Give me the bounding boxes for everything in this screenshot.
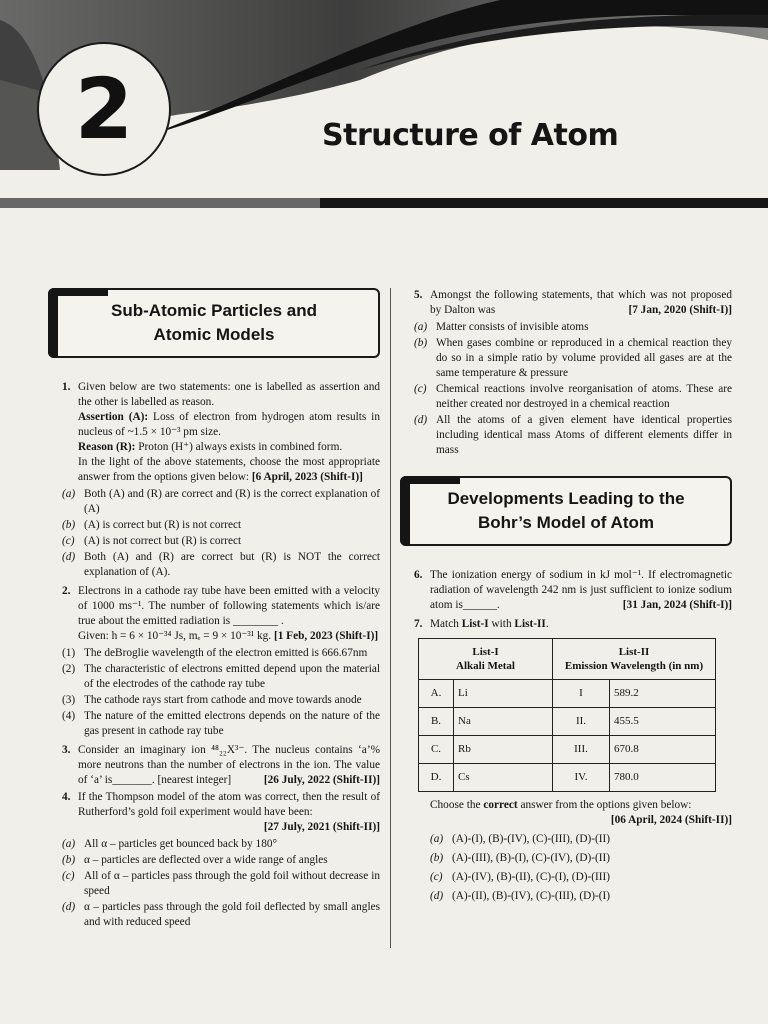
question-text: Consider an imaginary ion ⁴⁸₂₂X³⁻. The nucleus contains ‘a’% more neutrons than the number of electrons in the ion. The value of ‘a’ is_______. [nearest integer] <box>78 744 380 786</box>
question-number: 7. <box>414 618 423 630</box>
table-cell: III. <box>553 736 610 764</box>
question-number: 6. <box>414 569 423 581</box>
exam-reference: [27 July, 2021 (Shift-II)] <box>263 821 380 833</box>
exam-reference: [1 Feb, 2023 (Shift-I)] <box>273 630 379 642</box>
question-number: 3. <box>62 744 71 756</box>
chapter-number: 2 <box>74 60 134 158</box>
statement: (4) The nature of the emitted electrons depends on the nature of the gas present in cathode ray tube <box>62 710 380 737</box>
exam-reference: [6 April, 2023 (Shift-I)] <box>251 471 363 483</box>
section-title-line: Atomic Models <box>153 325 275 344</box>
statement: (3) The cathode rays start from cathode and move towards anode <box>62 694 362 706</box>
option[interactable]: (b) α – particles are deflected over a wide range of angles <box>62 854 328 866</box>
question-text: Match List-I with List-II. <box>430 618 549 630</box>
question-text: The ionization energy of sodium in kJ mol⁻¹. If electromagnetic radiation of wavelength 242 nm is just sufficient to ionize sodium atom is______. <box>430 569 732 611</box>
q2-statements <box>62 646 380 739</box>
option[interactable]: (a) Matter consists of invisible atoms <box>414 321 589 333</box>
question-intro: Given below are two statements: one is labelled as assertion and the other is labelled as reason. <box>78 381 380 408</box>
reason <box>78 440 380 455</box>
statement: (2) The characteristic of electrons emitted depend upon the material of the electrodes of the cathode ray tube <box>62 663 380 690</box>
question-text: If the Thompson model of the atom was correct, then the result of Rutherford’s gold foil experiment would have been: <box>78 791 380 818</box>
table-cell: B. <box>419 708 454 736</box>
question-number: 1. <box>62 381 71 393</box>
assertion <box>78 410 380 440</box>
table-cell: IV. <box>553 764 610 792</box>
table-cell: 670.8 <box>610 736 716 764</box>
reason-text: Proton (H⁺) always exists in combined form. <box>135 441 343 453</box>
exam-reference: [26 July, 2022 (Shift-II)] <box>263 774 380 786</box>
table-cell: C. <box>419 736 454 764</box>
question-prompt: In the light of the above statements, choose the most appropriate answer from the options given below: [6 April, 2023 (Shift-I)] <box>78 456 380 483</box>
table-header-row <box>419 639 716 680</box>
chapter-title: Structure of Atom <box>322 118 619 153</box>
table-cell: A. <box>419 680 454 708</box>
table-cell: 780.0 <box>610 764 716 792</box>
question-number: 4. <box>62 791 71 803</box>
question-3 <box>62 743 380 788</box>
table-cell: Cs <box>454 764 553 792</box>
question-4 <box>62 790 380 835</box>
exam-reference: [7 Jan, 2020 (Shift-I)] <box>628 304 732 316</box>
option[interactable]: (c) Chemical reactions involve reorganisation of atoms. These are neither created nor destroyed in a chemical reaction <box>414 383 732 410</box>
question-6 <box>414 568 732 613</box>
section-heading-bohr <box>400 476 732 546</box>
question-5 <box>414 288 732 318</box>
exam-reference: [31 Jan, 2024 (Shift-I)] <box>622 599 732 611</box>
table-row <box>419 736 716 764</box>
question-number: 2. <box>62 585 71 597</box>
option[interactable]: (a) (A)-(I), (B)-(IV), (C)-(III), (D)-(II) <box>430 833 611 845</box>
q4-options <box>62 837 380 930</box>
table-row <box>419 680 716 708</box>
table-row <box>419 764 716 792</box>
table-cell: Li <box>454 680 553 708</box>
option[interactable]: (c) All of α – particles pass through the gold foil without decrease in speed <box>62 870 380 897</box>
left-column <box>62 288 380 930</box>
option[interactable]: (d) (A)-(II), (B)-(IV), (C)-(III), (D)-(I) <box>430 890 611 902</box>
statement: (1) The deBroglie wavelength of the electron emitted is 666.67nm <box>62 647 368 659</box>
question-given: Given: h = 6 × 10⁻³⁴ Js, mₑ = 9 × 10⁻³¹ kg. [1 Feb, 2023 (Shift-I)] <box>78 630 379 642</box>
table-cell: Na <box>454 708 553 736</box>
section-title-line: Sub-Atomic Particles and <box>111 301 317 320</box>
table-cell: II. <box>553 708 610 736</box>
table-header-list1: List-I Alkali Metal <box>419 639 553 680</box>
option[interactable]: (a) All α – particles get bounced back by 180° <box>62 838 278 850</box>
reason-label: Reason (R): <box>78 441 136 453</box>
table-cell: Rb <box>454 736 553 764</box>
question-2 <box>62 584 380 644</box>
option[interactable]: (a) Both (A) and (R) are correct and (R) is the correct explanation of (A) <box>62 488 380 515</box>
assertion-text: Loss of electron from hydrogen atom results in nucleus of ~1.5 × 10⁻³ pm size. <box>78 411 380 438</box>
question-1 <box>62 380 380 485</box>
assertion-label: Assertion (A): <box>78 411 149 423</box>
column-divider <box>390 288 391 948</box>
option[interactable]: (d) All the atoms of a given element have identical properties including identical mass Atoms of different elements differ in mass <box>414 414 732 456</box>
table-cell: I <box>553 680 610 708</box>
question-number: 5. <box>414 289 423 301</box>
section-heading-subatomic <box>48 288 380 358</box>
question-text: Electrons in a cathode ray tube have been emitted with a velocity of 1000 ms⁻¹. The number of following statements which is/are true about the emitted radiation is ________ . <box>78 585 380 627</box>
section-title-line: Bohr’s Model of Atom <box>478 513 654 532</box>
exam-reference: [06 April, 2024 (Shift-II)] <box>610 814 732 826</box>
match-table <box>418 638 716 792</box>
table-header-list2: List-II Emission Wavelength (in nm) <box>553 639 716 680</box>
q1-options <box>62 487 380 580</box>
q7-prompt: Choose the correct answer from the options given below: [06 April, 2024 (Shift-II)] <box>430 799 732 826</box>
option[interactable]: (c) (A) is not correct but (R) is correct <box>62 535 242 547</box>
option[interactable]: (d) Both (A) and (R) are correct but (R) is NOT the correct explanation of (A). <box>62 551 380 578</box>
q7-options <box>414 832 732 904</box>
section-title-line: Developments Leading to the <box>447 489 685 508</box>
right-column <box>414 288 732 904</box>
option[interactable]: (d) α – particles pass through the gold foil deflected by small angles and with reduced speed <box>62 901 380 928</box>
option[interactable]: (b) When gases combine or reproduced in a chemical reaction they do so in a simple ratio by volume provided all gases are at the same temperature & pressure <box>414 337 732 379</box>
q5-options <box>414 320 732 458</box>
table-cell: 589.2 <box>610 680 716 708</box>
option[interactable]: (c) (A)-(IV), (B)-(II), (C)-(I), (D)-(III) <box>430 871 611 883</box>
table-cell: D. <box>419 764 454 792</box>
question-7 <box>414 617 732 632</box>
option[interactable]: (b) (A)-(III), (B)-(I), (C)-(IV), (D)-(II) <box>430 852 611 864</box>
table-row <box>419 708 716 736</box>
table-cell: 455.5 <box>610 708 716 736</box>
option[interactable]: (b) (A) is correct but (R) is not correct <box>62 519 242 531</box>
question-text: Amongst the following statements, that which was not proposed by Dalton was <box>430 289 732 316</box>
chapter-header <box>0 0 768 215</box>
